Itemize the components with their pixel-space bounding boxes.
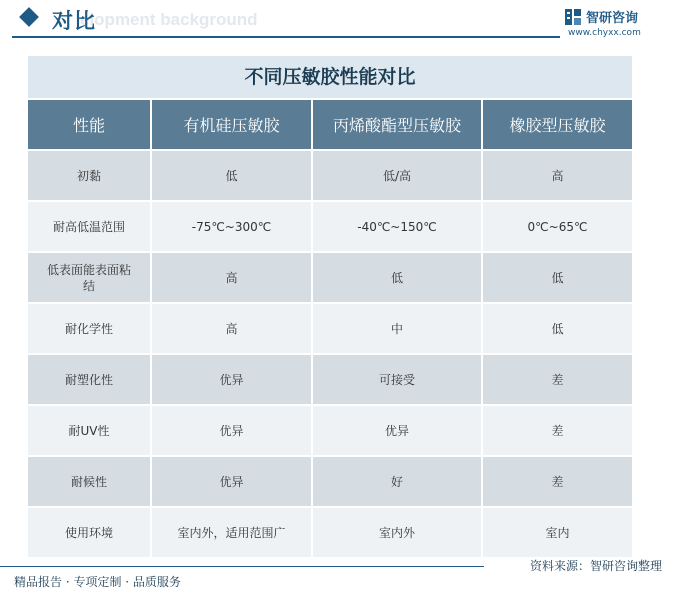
column-header: 性能 xyxy=(28,99,151,150)
property-cell: 耐候性 xyxy=(28,456,151,507)
table-row xyxy=(28,507,632,557)
table-row xyxy=(28,150,632,201)
section-title: 对比 xyxy=(52,9,96,33)
table-cell: 高 xyxy=(151,303,312,354)
table-row xyxy=(28,252,632,303)
table-header-row xyxy=(28,99,632,150)
property-cell: 低表面能表面粘结 xyxy=(28,252,151,303)
table-cell: -40℃~150℃ xyxy=(312,201,482,252)
background-watermark: elopment background xyxy=(80,10,258,29)
column-header: 橡胶型压敏胶 xyxy=(482,99,632,150)
property-cell: 耐化学性 xyxy=(28,303,151,354)
brand-logo xyxy=(564,6,674,40)
comparison-table xyxy=(28,98,632,557)
table-cell: 差 xyxy=(482,456,632,507)
property-cell: 初黏 xyxy=(28,150,151,201)
column-header: 有机硅压敏胶 xyxy=(151,99,312,150)
table-cell: 室内外，适用范围广 xyxy=(151,507,312,557)
table-cell: 好 xyxy=(312,456,482,507)
column-header: 丙烯酸酯型压敏胶 xyxy=(312,99,482,150)
table-cell: 差 xyxy=(482,405,632,456)
table-row xyxy=(28,405,632,456)
table-cell: 可接受 xyxy=(312,354,482,405)
footer-divider xyxy=(0,566,484,567)
comparison-table-container xyxy=(28,56,632,557)
table-cell: 低 xyxy=(312,252,482,303)
table-row xyxy=(28,456,632,507)
logo-name: 智研咨询 xyxy=(586,11,639,26)
table-row xyxy=(28,354,632,405)
property-cell: 耐高低温范围 xyxy=(28,201,151,252)
logo-icon xyxy=(564,8,582,26)
header-divider xyxy=(12,36,560,38)
table-row xyxy=(28,201,632,252)
table-cell: 优异 xyxy=(151,354,312,405)
table-cell: 优异 xyxy=(312,405,482,456)
table-cell: 低/高 xyxy=(312,150,482,201)
page-header xyxy=(0,0,676,40)
data-source-note: 资料来源：智研咨询整理 xyxy=(529,559,662,573)
property-cell: 使用环境 xyxy=(28,507,151,557)
property-cell: 耐UV性 xyxy=(28,405,151,456)
table-cell: 0℃~65℃ xyxy=(482,201,632,252)
table-cell: 高 xyxy=(482,150,632,201)
property-cell: 耐塑化性 xyxy=(28,354,151,405)
logo-url: www.chyxx.com xyxy=(568,28,641,38)
table-cell: 中 xyxy=(312,303,482,354)
table-cell: -75℃~300℃ xyxy=(151,201,312,252)
table-row xyxy=(28,303,632,354)
table-cell: 室内 xyxy=(482,507,632,557)
table-cell: 低 xyxy=(482,252,632,303)
table-cell: 低 xyxy=(482,303,632,354)
table-cell: 优异 xyxy=(151,405,312,456)
table-cell: 低 xyxy=(151,150,312,201)
footer-tagline: 精品报告 · 专项定制 · 品质服务 xyxy=(14,575,181,589)
table-cell: 室内外 xyxy=(312,507,482,557)
table-title: 不同压敏胶性能对比 xyxy=(28,56,632,98)
table-cell: 差 xyxy=(482,354,632,405)
table-cell: 优异 xyxy=(151,456,312,507)
diamond-icon xyxy=(19,7,39,27)
table-cell: 高 xyxy=(151,252,312,303)
